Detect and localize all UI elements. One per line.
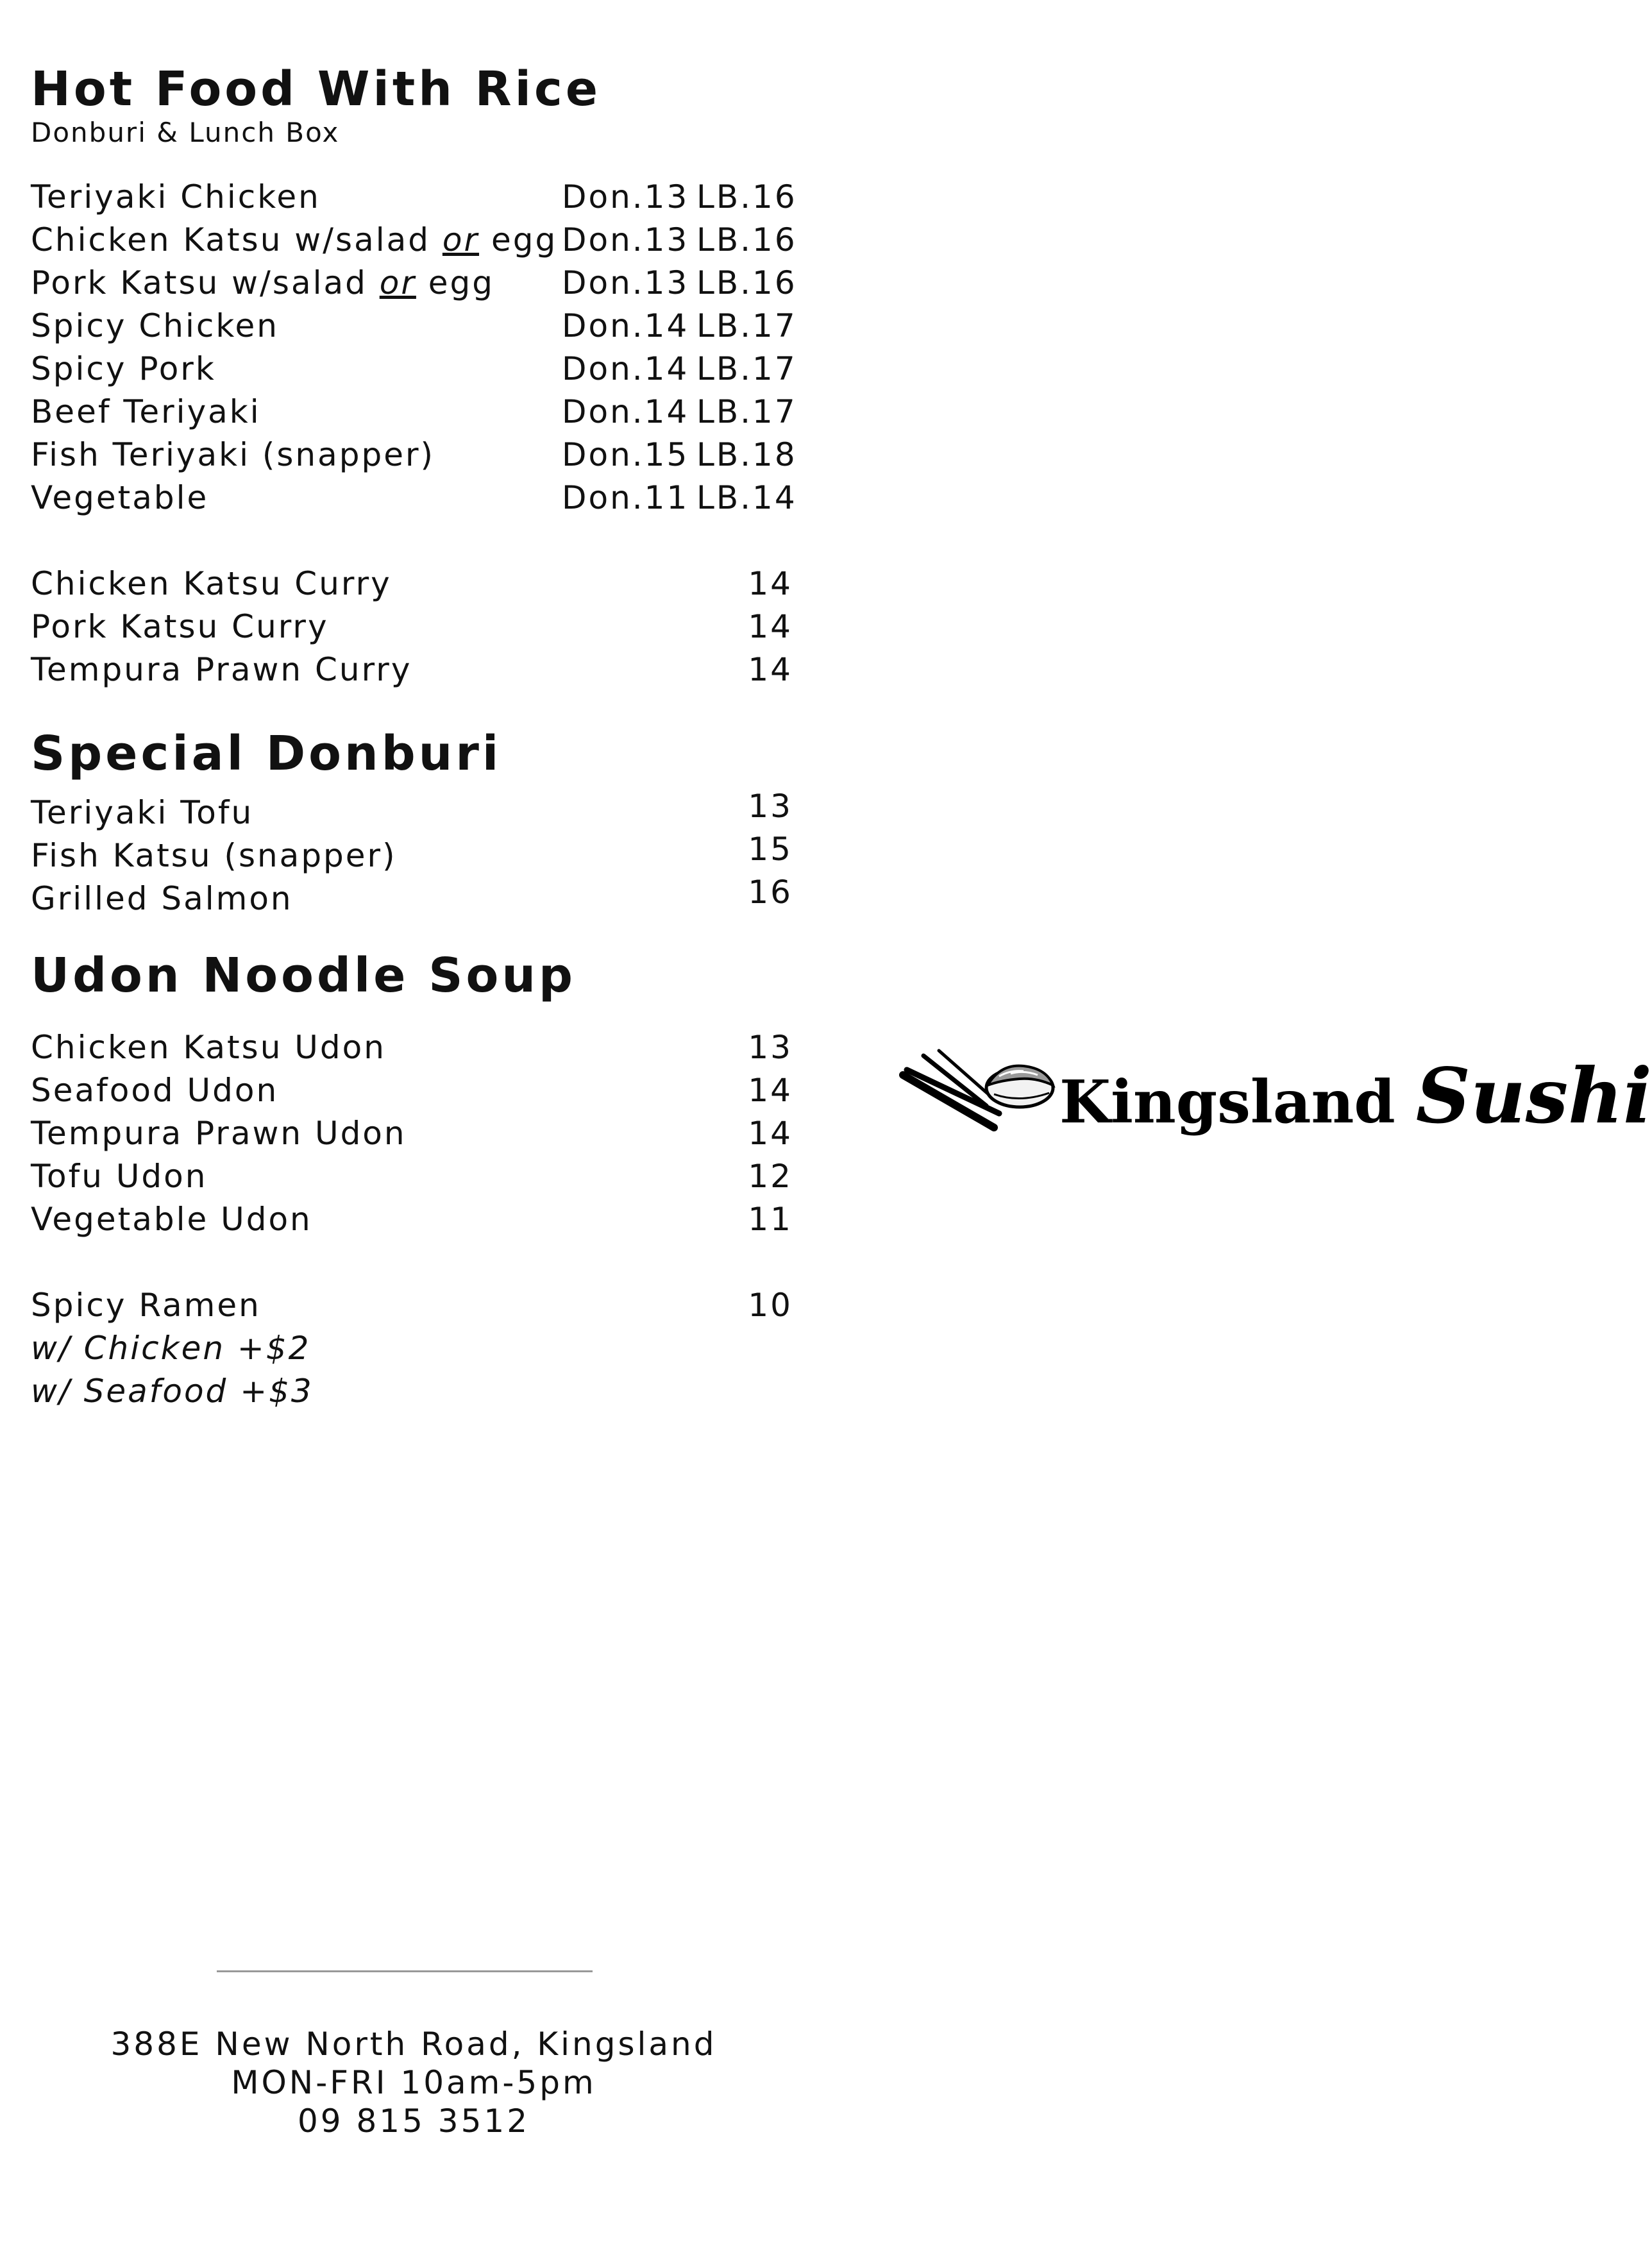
item-price: 13: [748, 1029, 793, 1066]
item-name: Seafood Udon: [31, 1072, 279, 1109]
menu-item-row: [31, 1026, 793, 1069]
menu-item-row: [31, 874, 793, 920]
hot-food-subtitle: Donburi & Lunch Box: [31, 117, 340, 148]
lb-price: LB.16: [696, 221, 797, 258]
item-price: 14: [748, 1115, 793, 1152]
lb-price: LB.16: [696, 178, 797, 216]
or-word: or: [442, 221, 480, 258]
menu-item-row: [31, 391, 797, 434]
footer-phone: 09 815 3512: [297, 2102, 530, 2140]
item-name: Teriyaki Chicken: [31, 178, 321, 216]
lb-price: LB.17: [696, 350, 797, 387]
item-name: Vegetable: [31, 479, 209, 516]
don-price: Don.14: [562, 393, 689, 430]
menu-item-row: [31, 434, 797, 477]
menu-item-row: [31, 562, 793, 605]
lb-price: LB.16: [696, 264, 797, 301]
item-name: Chicken Katsu Curry: [31, 565, 392, 602]
item-name: Grilled Salmon: [31, 880, 293, 917]
addon-row: [31, 1327, 788, 1370]
item-name: Chicken Katsu Udon: [31, 1029, 386, 1066]
kingsland-sushi-logo: [898, 1039, 1652, 1142]
item-name: Beef Teriyaki: [31, 393, 261, 430]
item-name: Spicy Pork: [31, 350, 216, 387]
menu-item-row: [31, 605, 793, 648]
item-name: Teriyaki Tofu: [31, 794, 254, 831]
addon-row: [31, 1370, 788, 1413]
item-price: 14: [748, 608, 793, 645]
item-name: Pork Katsu Curry: [31, 608, 329, 645]
item-name-part: Chicken Katsu w/salad: [31, 221, 442, 258]
item-price: 11: [748, 1201, 793, 1238]
lb-price: LB.17: [696, 307, 797, 344]
item-name-part: egg: [479, 221, 558, 258]
don-price: Don.11: [562, 479, 689, 516]
special-donburi-title: Special Donburi: [31, 726, 502, 781]
item-name: Tempura Prawn Udon: [31, 1115, 407, 1152]
item-name: Fish Teriyaki (snapper): [31, 436, 435, 473]
item-name: Spicy Ramen: [31, 1287, 261, 1324]
item-price: 10: [748, 1287, 793, 1324]
lb-price: LB.14: [696, 479, 797, 516]
don-price: Don.13: [562, 264, 689, 301]
item-price: 12: [748, 1158, 793, 1195]
footer-address: 388E New North Road, Kingsland: [110, 2026, 717, 2063]
menu-item-row: [31, 1284, 793, 1327]
or-word: or: [379, 264, 416, 301]
lb-price: LB.17: [696, 393, 797, 430]
item-price: 16: [748, 874, 793, 911]
item-price: 13: [748, 788, 793, 825]
menu-item-row: [31, 788, 793, 834]
menu-item-row: [31, 1112, 793, 1155]
udon-title: Udon Noodle Soup: [31, 948, 577, 1003]
menu-item-row: [31, 648, 793, 691]
don-price: Don.15: [562, 436, 689, 473]
menu-item-row: [31, 176, 797, 219]
logo-wordmark: [1059, 1051, 1652, 1140]
don-price: Don.14: [562, 307, 689, 344]
menu-item-row: [31, 262, 797, 305]
item-name: Tempura Prawn Curry: [31, 651, 412, 688]
logo-word-kingsland: Kingsland: [1059, 1067, 1395, 1137]
chopsticks-sushi-icon: [898, 1039, 1059, 1142]
menu-item-row: [31, 305, 797, 348]
menu-item-row: [31, 1155, 793, 1198]
don-price: Don.13: [562, 178, 689, 216]
item-name: [31, 219, 557, 262]
menu-item-row: [31, 831, 793, 877]
addon-text: w/ Chicken +$2: [31, 1330, 311, 1367]
menu-item-row: [31, 477, 797, 520]
item-name: Vegetable Udon: [31, 1201, 312, 1238]
menu-item-row: [31, 219, 797, 262]
item-name: Spicy Chicken: [31, 307, 279, 344]
don-price: Don.13: [562, 221, 689, 258]
menu-item-row: [31, 1198, 793, 1241]
item-price: 14: [748, 565, 793, 602]
logo-word-sushi: Sushi: [1415, 1051, 1652, 1140]
lb-price: LB.18: [696, 436, 797, 473]
item-price: 14: [748, 651, 793, 688]
footer-divider: [217, 1970, 593, 1972]
item-name-part: egg: [416, 264, 495, 301]
menu-item-row: [31, 348, 797, 391]
item-name-part: Pork Katsu w/salad: [31, 264, 380, 301]
item-price: 14: [748, 1072, 793, 1109]
item-price: 15: [748, 831, 793, 868]
addon-text: w/ Seafood +$3: [31, 1373, 314, 1410]
hot-food-title: Hot Food With Rice: [31, 62, 602, 117]
menu-item-row: [31, 1069, 793, 1112]
item-name: Tofu Udon: [31, 1158, 208, 1195]
item-name: [31, 262, 494, 305]
item-name: Fish Katsu (snapper): [31, 837, 397, 874]
don-price: Don.14: [562, 350, 689, 387]
footer-hours: MON-FRI 10am-5pm: [231, 2064, 596, 2101]
